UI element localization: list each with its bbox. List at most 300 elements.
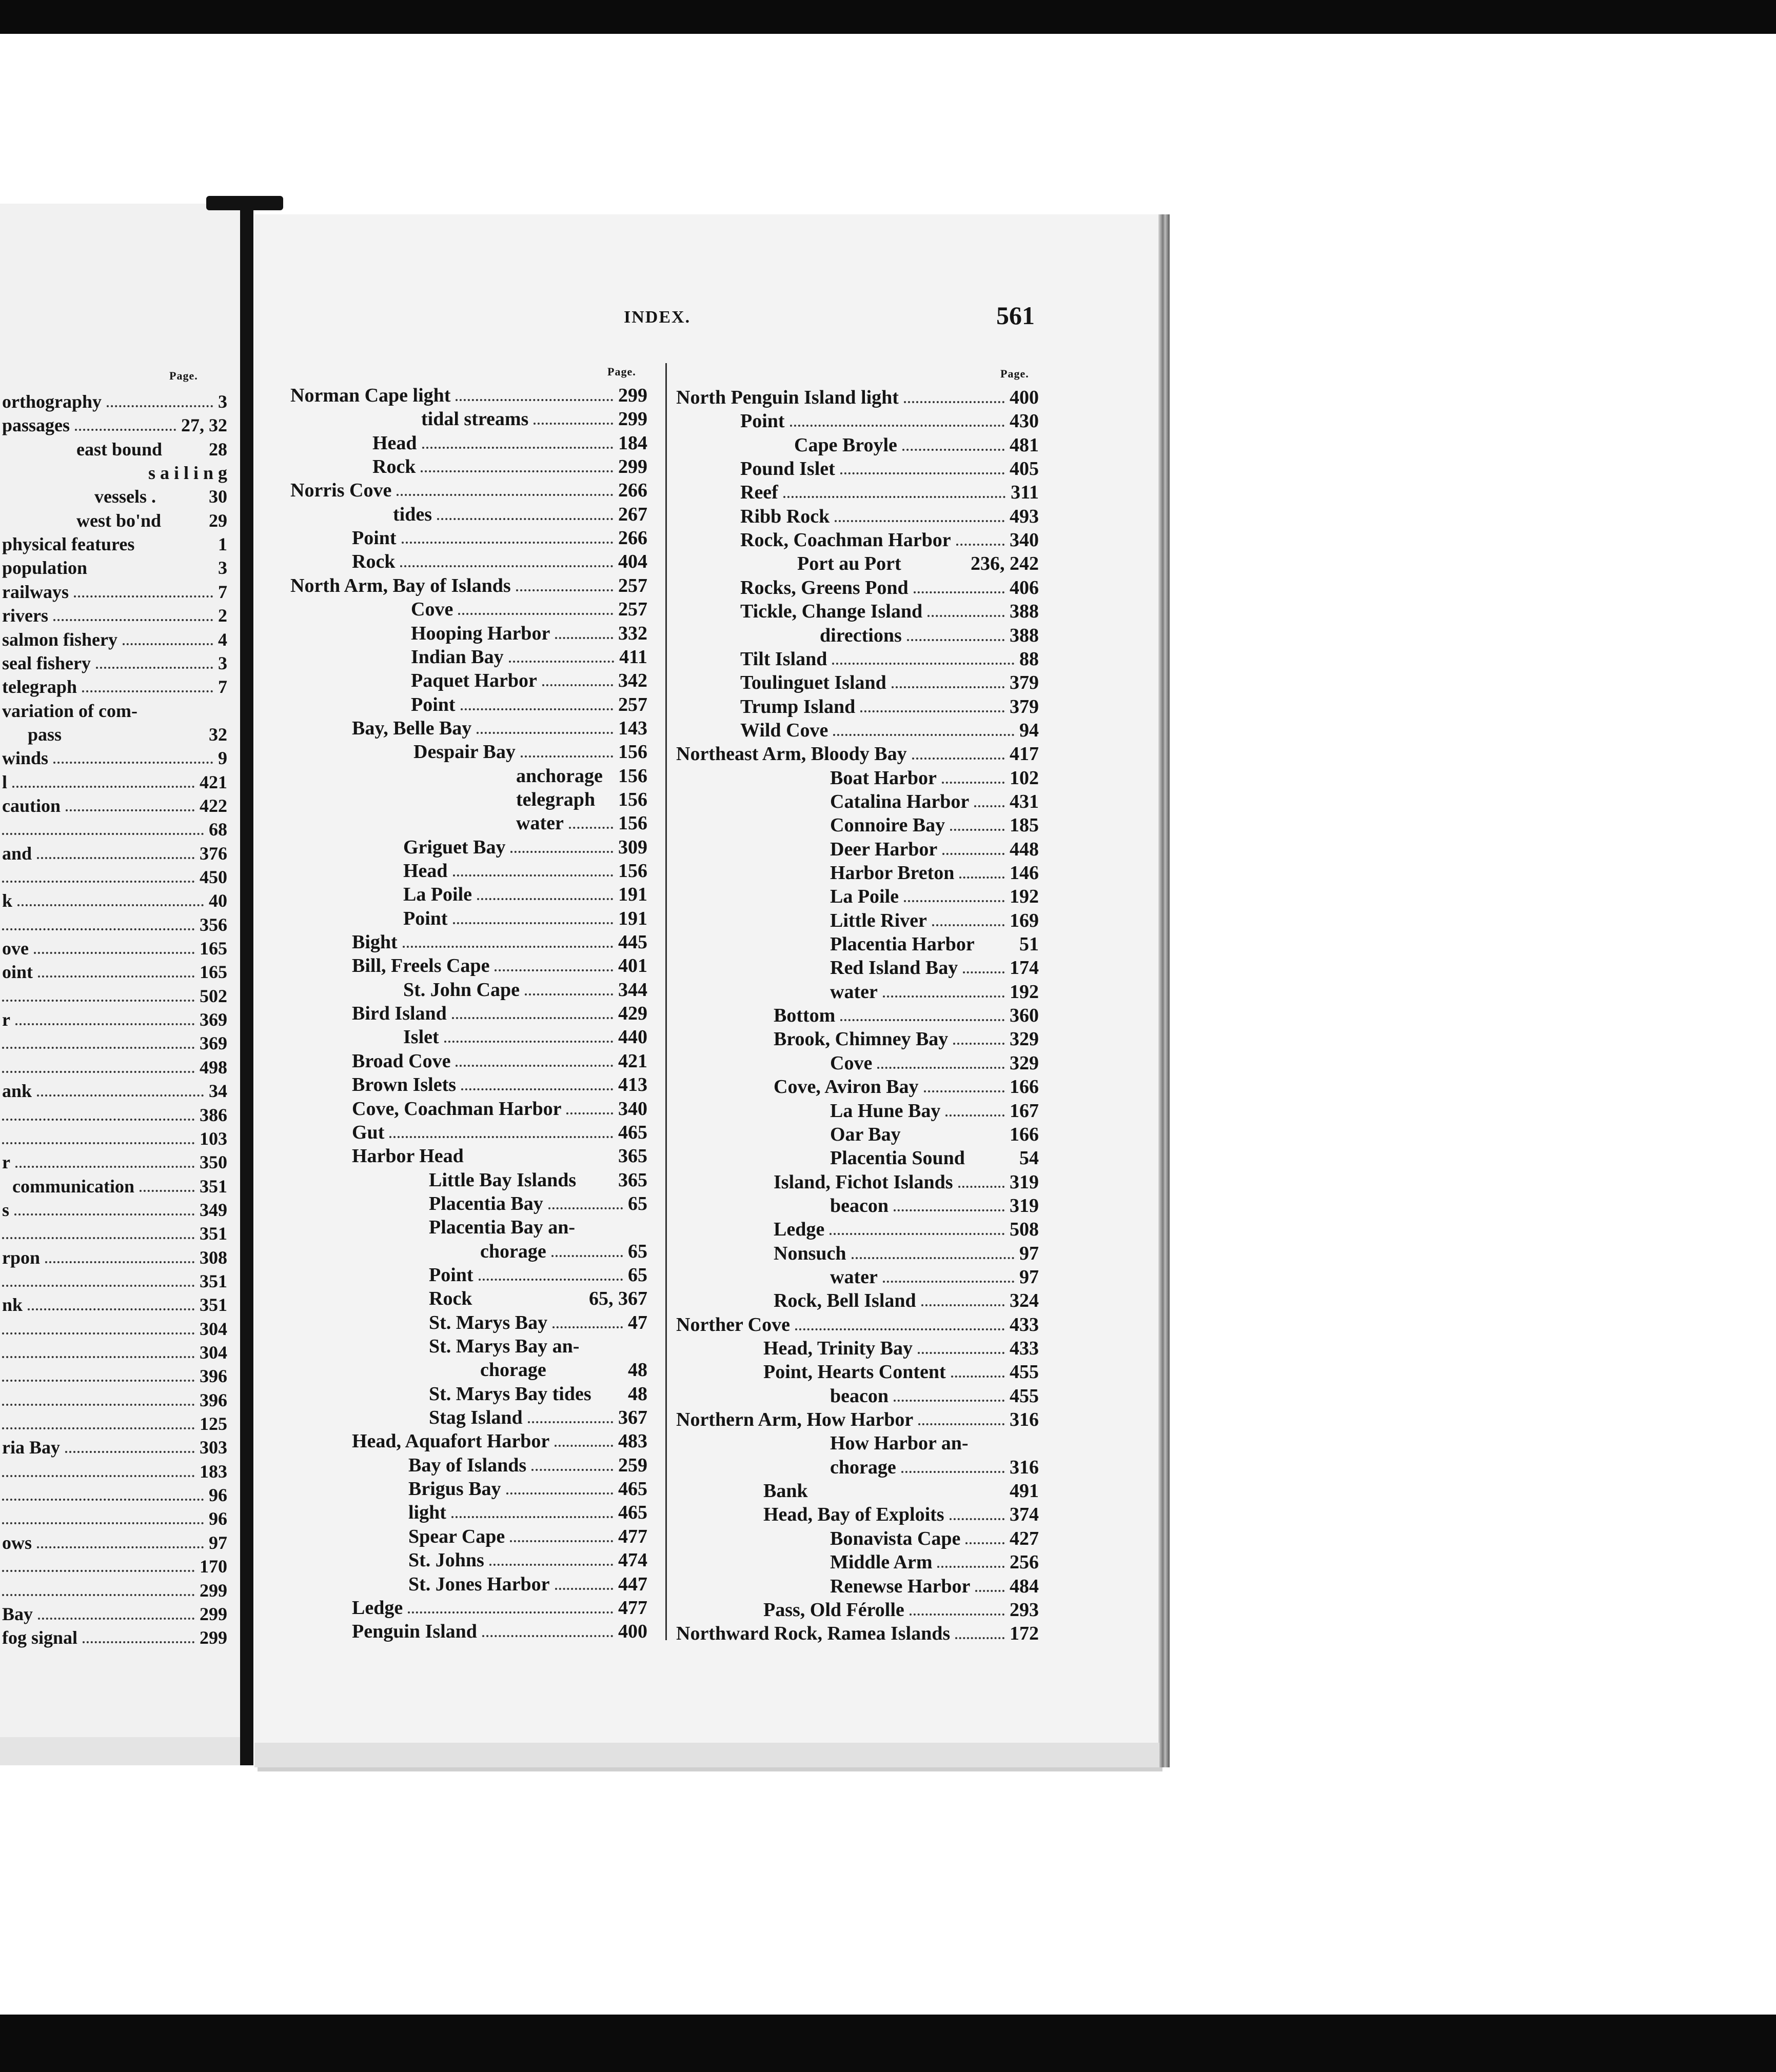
dot-leader	[2, 1356, 194, 1358]
entry-page: 51	[1019, 933, 1039, 955]
dot-leader	[140, 1190, 194, 1192]
entry-page: 40	[209, 890, 227, 911]
dot-leader	[883, 995, 1004, 998]
index-entry	[352, 1097, 647, 1121]
dot-leader	[2, 1404, 194, 1406]
index-entry	[429, 1334, 647, 1358]
entry-label: Point	[429, 1264, 473, 1286]
entry-label: Pound Islet	[740, 458, 835, 480]
entry-label: oint	[2, 962, 33, 983]
index-entry	[408, 1477, 647, 1501]
index-entry	[830, 1051, 1039, 1075]
index-entry	[830, 1194, 1039, 1218]
dot-leader	[901, 1471, 1004, 1473]
index-entry	[2, 532, 227, 556]
dot-leader	[937, 1566, 1004, 1568]
scan-border-bottom	[0, 2015, 1776, 2072]
entry-label: Little River	[830, 909, 927, 931]
dot-leader	[569, 827, 613, 829]
index-entry	[2, 842, 227, 865]
entry-page: 166	[1010, 1123, 1039, 1145]
dot-leader	[932, 924, 1004, 926]
entry-page: 396	[200, 1366, 227, 1387]
index-entry	[2, 1341, 227, 1364]
index-entry	[2, 1388, 227, 1412]
entry-page: 169	[1010, 909, 1039, 931]
entry-label: Island, Fichot Islands	[774, 1171, 953, 1193]
index-entry	[830, 1527, 1039, 1550]
entry-page: 299	[618, 456, 647, 478]
index-entry	[2, 1246, 227, 1269]
dot-leader	[477, 732, 613, 734]
dot-leader	[37, 1094, 204, 1097]
index-entry	[372, 455, 647, 479]
dot-leader	[555, 1588, 614, 1590]
dot-leader	[83, 1641, 194, 1643]
entry-label: Cove	[411, 599, 453, 621]
entry-label: salmon fishery	[2, 629, 117, 650]
dot-leader	[918, 1423, 1004, 1425]
entry-label: beacon	[830, 1194, 889, 1217]
running-title: INDEX.	[624, 308, 691, 327]
entry-label: Reef	[740, 482, 778, 504]
dot-leader	[37, 1546, 204, 1548]
entry-page: 143	[618, 717, 647, 739]
index-entry	[352, 1620, 647, 1643]
index-entry	[2, 1364, 227, 1388]
index-entry	[740, 481, 1039, 504]
entry-page: 65	[628, 1192, 647, 1214]
entry-page: 491	[1010, 1480, 1039, 1502]
dot-leader	[852, 1257, 1015, 1259]
entry-label: Brown Islets	[352, 1074, 457, 1096]
index-entry	[290, 384, 647, 407]
entry-page: 308	[200, 1247, 227, 1268]
dot-leader	[883, 1281, 1014, 1283]
dot-leader	[942, 853, 1004, 855]
dot-leader	[2, 833, 204, 835]
dot-leader	[542, 684, 613, 686]
dot-leader	[950, 1518, 1004, 1520]
entry-label: Griguet Bay	[403, 836, 506, 858]
entry-label: Renewse Harbor	[830, 1575, 971, 1597]
index-entry	[411, 597, 647, 621]
index-entry	[76, 437, 227, 461]
entry-label: sailing	[148, 463, 232, 484]
entry-page: 351	[200, 1294, 227, 1316]
entry-page: 447	[618, 1573, 647, 1595]
entry-page: 68	[209, 819, 227, 840]
entry-page: 303	[200, 1437, 227, 1458]
entry-label: passages	[2, 415, 70, 436]
entry-page: 97	[1019, 1242, 1039, 1264]
entry-page: 184	[618, 432, 647, 454]
dot-leader	[400, 565, 613, 567]
index-entry	[740, 505, 1039, 528]
entry-page: 97	[1019, 1266, 1039, 1288]
dot-leader	[521, 755, 613, 758]
index-entry	[2, 628, 227, 651]
entry-page: 465	[618, 1478, 647, 1500]
dot-leader	[453, 874, 613, 876]
index-entry	[148, 461, 232, 485]
entry-page: 299	[200, 1603, 227, 1624]
entry-label: rpon	[2, 1247, 41, 1268]
dot-leader	[840, 472, 1004, 474]
dot-leader	[840, 1019, 1004, 1021]
entry-page: 396	[200, 1389, 227, 1410]
dot-leader	[2, 1000, 194, 1002]
entry-label: pass	[28, 724, 62, 745]
index-entry	[830, 838, 1039, 861]
dot-leader	[945, 1114, 1004, 1117]
entry-page: 481	[1010, 434, 1039, 456]
entry-label: water	[516, 812, 564, 834]
entry-label: Bird Island	[352, 1003, 447, 1025]
entry-page: 65	[628, 1240, 647, 1262]
index-entry	[2, 794, 227, 818]
entry-page: 7	[218, 581, 227, 602]
index-entry	[763, 1598, 1039, 1622]
index-entry	[429, 1311, 647, 1334]
entry-label: La Hune Bay	[830, 1100, 941, 1122]
index-entry	[290, 479, 647, 502]
index-entry	[352, 1073, 647, 1097]
entry-page: 257	[618, 599, 647, 621]
entry-page: 316	[1010, 1456, 1039, 1478]
entry-label: North Penguin Island light	[676, 387, 899, 408]
dot-leader	[34, 952, 194, 954]
dot-leader	[96, 667, 213, 669]
dot-leader	[408, 1611, 613, 1613]
entry-page: 324	[1010, 1290, 1039, 1312]
dot-leader	[107, 405, 213, 407]
entry-label: Bay	[2, 1603, 33, 1624]
entry-page: 172	[1010, 1623, 1039, 1645]
index-entry	[774, 1218, 1039, 1241]
index-entry	[413, 740, 647, 764]
index-entry	[2, 1103, 227, 1127]
dot-leader	[956, 544, 1004, 546]
dot-leader	[53, 619, 213, 621]
dot-leader	[510, 851, 613, 853]
entry-label: Northern Arm, How Harbor	[676, 1409, 914, 1431]
dot-leader	[555, 637, 613, 639]
entry-page: 448	[1010, 838, 1039, 860]
index-entry	[2, 1412, 227, 1436]
entry-page: 329	[1010, 1028, 1039, 1050]
index-entry	[740, 671, 1039, 694]
dot-leader	[15, 1023, 194, 1025]
entry-page: 165	[200, 938, 227, 959]
entry-page: 329	[1010, 1052, 1039, 1074]
entry-page: 427	[1010, 1527, 1039, 1549]
entry-label: Red Island Bay	[830, 957, 958, 979]
index-entry	[408, 1501, 647, 1524]
entry-page: 365	[618, 1145, 647, 1167]
entry-label: vessels .	[94, 486, 156, 507]
entry-label: Brook, Chimney Bay	[774, 1028, 949, 1050]
entry-label: telegraph	[516, 788, 596, 810]
entry-label: Port au Port	[797, 553, 901, 575]
entry-label: Bottom	[774, 1005, 836, 1027]
index-entry	[830, 956, 1039, 980]
index-entry	[830, 1265, 1039, 1289]
entry-label: Bay of Islands	[408, 1454, 527, 1476]
index-entry	[830, 932, 1039, 956]
entry-page: 94	[1019, 719, 1039, 741]
index-entry	[676, 1408, 1039, 1431]
entry-label: Tilt Island	[740, 648, 827, 670]
entry-label: Deer Harbor	[830, 838, 938, 860]
entry-label: r	[2, 1009, 10, 1030]
entry-label: Rock	[352, 551, 396, 573]
dot-leader	[534, 423, 613, 425]
entry-page: 477	[618, 1525, 647, 1547]
dot-leader	[12, 786, 194, 788]
entry-label: Placentia Sound	[830, 1147, 965, 1169]
index-entry	[830, 980, 1039, 1004]
index-entry	[352, 526, 647, 550]
dot-leader	[2, 1475, 194, 1477]
index-entry	[290, 574, 647, 597]
index-entry	[774, 1242, 1039, 1265]
dot-leader	[955, 1637, 1004, 1639]
index-entry	[2, 1555, 227, 1578]
entry-page: 192	[1010, 886, 1039, 908]
entry-page: 165	[200, 962, 227, 983]
entry-label: Ribb Rock	[740, 505, 830, 527]
entry-page: 433	[1010, 1338, 1039, 1359]
entry-label: Boat Harbor	[830, 767, 937, 789]
dot-leader	[2, 1119, 194, 1121]
entry-page: 429	[618, 1003, 647, 1025]
entry-page: 342	[618, 670, 647, 692]
dot-leader	[38, 1618, 194, 1620]
index-entry	[28, 723, 227, 746]
entry-label: Bank	[763, 1480, 808, 1502]
index-entry	[2, 889, 227, 912]
index-entry	[2, 556, 227, 580]
index-entry	[740, 409, 1039, 433]
entry-label: Middle Arm	[830, 1551, 933, 1573]
index-entry	[830, 861, 1039, 885]
entry-page: 7	[218, 676, 227, 698]
dot-leader	[555, 1445, 613, 1447]
entry-page: 257	[618, 574, 647, 596]
entry-label: Stag Island	[429, 1407, 523, 1429]
entry-page: 236, 242	[971, 553, 1039, 575]
page-column-label-col2: Page.	[1000, 367, 1029, 380]
index-entry	[763, 1479, 1039, 1503]
index-entry	[480, 1240, 647, 1263]
index-entry	[830, 1123, 1039, 1146]
dot-leader	[452, 1017, 613, 1019]
dot-leader	[904, 401, 1004, 403]
index-entry	[2, 1436, 227, 1459]
index-entry	[2, 937, 227, 960]
index-entry	[516, 764, 647, 788]
dot-leader	[28, 1308, 194, 1310]
entry-label: Penguin Island	[352, 1621, 477, 1643]
entry-page: 156	[618, 741, 647, 763]
entry-label: variation of com-	[2, 700, 137, 721]
entry-label: k	[2, 890, 13, 911]
index-entry	[797, 552, 1039, 575]
entry-page: 404	[618, 551, 647, 573]
index-entry	[403, 978, 647, 1002]
index-entry	[830, 813, 1039, 837]
index-entry	[2, 960, 227, 984]
index-entry	[2, 651, 227, 675]
index-entry	[830, 1431, 1039, 1455]
entry-page: 3	[218, 391, 227, 412]
dot-leader	[548, 1207, 623, 1209]
entry-label: Catalina Harbor	[830, 790, 970, 812]
dot-leader	[14, 1213, 194, 1216]
dot-leader	[912, 758, 1004, 760]
index-entry	[2, 675, 227, 699]
entry-page: 351	[200, 1270, 227, 1291]
entry-label: Point	[740, 410, 785, 432]
entry-label: fog signal	[2, 1627, 78, 1648]
column-divider	[665, 363, 667, 1640]
dot-leader	[456, 1065, 613, 1067]
index-entry	[2, 1317, 227, 1341]
index-entry	[408, 1548, 647, 1572]
dot-leader	[451, 1516, 613, 1518]
entry-label: Harbor Head	[352, 1145, 464, 1167]
entry-page: 445	[618, 931, 647, 953]
index-entry	[763, 1360, 1039, 1384]
index-entry	[480, 1358, 647, 1382]
entry-label: l	[2, 771, 8, 792]
entry-page: 498	[200, 1057, 227, 1078]
entry-page: 48	[628, 1383, 647, 1405]
index-entry	[774, 1027, 1039, 1051]
entry-page: 9	[218, 748, 227, 769]
entry-page: 421	[618, 1050, 647, 1072]
entry-label: communication	[12, 1176, 134, 1197]
entry-label: rivers	[2, 605, 48, 626]
dot-leader	[45, 1261, 194, 1263]
entry-page: 4	[218, 629, 227, 650]
entry-page: 508	[1010, 1219, 1039, 1241]
index-entry	[408, 1525, 647, 1548]
index-entry	[830, 1575, 1039, 1598]
entry-label: Indian Bay	[411, 646, 504, 668]
index-entry	[408, 1453, 647, 1477]
entry-page: 477	[618, 1597, 647, 1619]
entry-label: Spear Cape	[408, 1525, 505, 1547]
index-entry	[2, 746, 227, 770]
dot-leader	[403, 946, 613, 948]
entry-label: Cove	[830, 1052, 873, 1074]
entry-label: La Poile	[403, 884, 472, 906]
page-column-label-left: Page.	[169, 369, 198, 382]
entry-page: 3	[218, 652, 227, 673]
index-entry	[352, 1429, 647, 1453]
entry-label: Ledge	[352, 1597, 403, 1619]
dot-leader	[489, 1564, 613, 1566]
entry-page: 450	[200, 867, 227, 887]
index-entry	[740, 457, 1039, 481]
entry-page: 183	[200, 1461, 227, 1482]
index-entry	[2, 865, 227, 889]
dot-leader	[975, 1590, 1004, 1592]
index-entry	[740, 719, 1039, 742]
dot-leader	[918, 1352, 1004, 1354]
dot-leader	[506, 1492, 613, 1495]
dot-leader	[37, 857, 194, 859]
dot-leader	[2, 1237, 194, 1239]
dot-leader	[525, 993, 613, 995]
index-entry	[393, 503, 647, 526]
entry-page: 502	[200, 985, 227, 1006]
dot-leader	[950, 829, 1004, 831]
entry-page: 166	[1010, 1076, 1039, 1098]
dot-leader	[2, 1427, 194, 1429]
entry-page: 319	[1010, 1171, 1039, 1193]
index-entry	[676, 1313, 1039, 1337]
entry-page: 369	[200, 1009, 227, 1030]
entry-label: Norman Cape light	[290, 385, 451, 406]
index-entry	[429, 1406, 647, 1429]
entry-page: 440	[618, 1026, 647, 1048]
entry-label: Point	[403, 907, 448, 929]
entry-page: 483	[618, 1430, 647, 1452]
entry-label: directions	[820, 624, 902, 646]
entry-label: Rock	[429, 1288, 472, 1310]
entry-label: Islet	[403, 1026, 439, 1048]
dot-leader	[458, 613, 613, 615]
entry-label: Placentia Bay	[429, 1192, 543, 1214]
index-entry	[352, 1144, 647, 1168]
dot-leader	[914, 591, 1004, 593]
entry-label: Rocks, Greens Pond	[740, 576, 909, 599]
entry-page: 192	[1010, 981, 1039, 1003]
dot-leader	[516, 589, 613, 591]
entry-label: s	[2, 1199, 10, 1220]
entry-page: 304	[200, 1342, 227, 1363]
entry-label: r	[2, 1152, 10, 1173]
entry-label: Head, Trinity Bay	[763, 1338, 913, 1359]
entry-label: Paquet Harbor	[411, 670, 537, 692]
entry-page: 400	[618, 1621, 647, 1643]
entry-page: 309	[618, 836, 647, 858]
dot-leader	[552, 1326, 623, 1328]
dot-leader	[894, 1209, 1004, 1211]
index-entry	[2, 1579, 227, 1602]
dot-leader	[942, 782, 1004, 784]
entry-label: La Poile	[830, 886, 899, 908]
index-entry	[2, 1293, 227, 1317]
entry-page: 156	[618, 765, 647, 787]
entry-page: 316	[1010, 1409, 1039, 1431]
index-entry	[676, 742, 1039, 766]
index-entry	[429, 1287, 647, 1310]
entry-label: beacon	[830, 1385, 889, 1407]
index-entry	[411, 669, 647, 692]
entry-page: 30	[209, 486, 227, 507]
index-entry	[740, 695, 1039, 719]
entry-page: 156	[618, 860, 647, 882]
index-entry	[2, 1079, 227, 1103]
index-entry	[94, 485, 227, 508]
dot-leader	[74, 595, 213, 597]
index-entry	[421, 407, 647, 431]
dot-leader	[894, 1400, 1004, 1402]
